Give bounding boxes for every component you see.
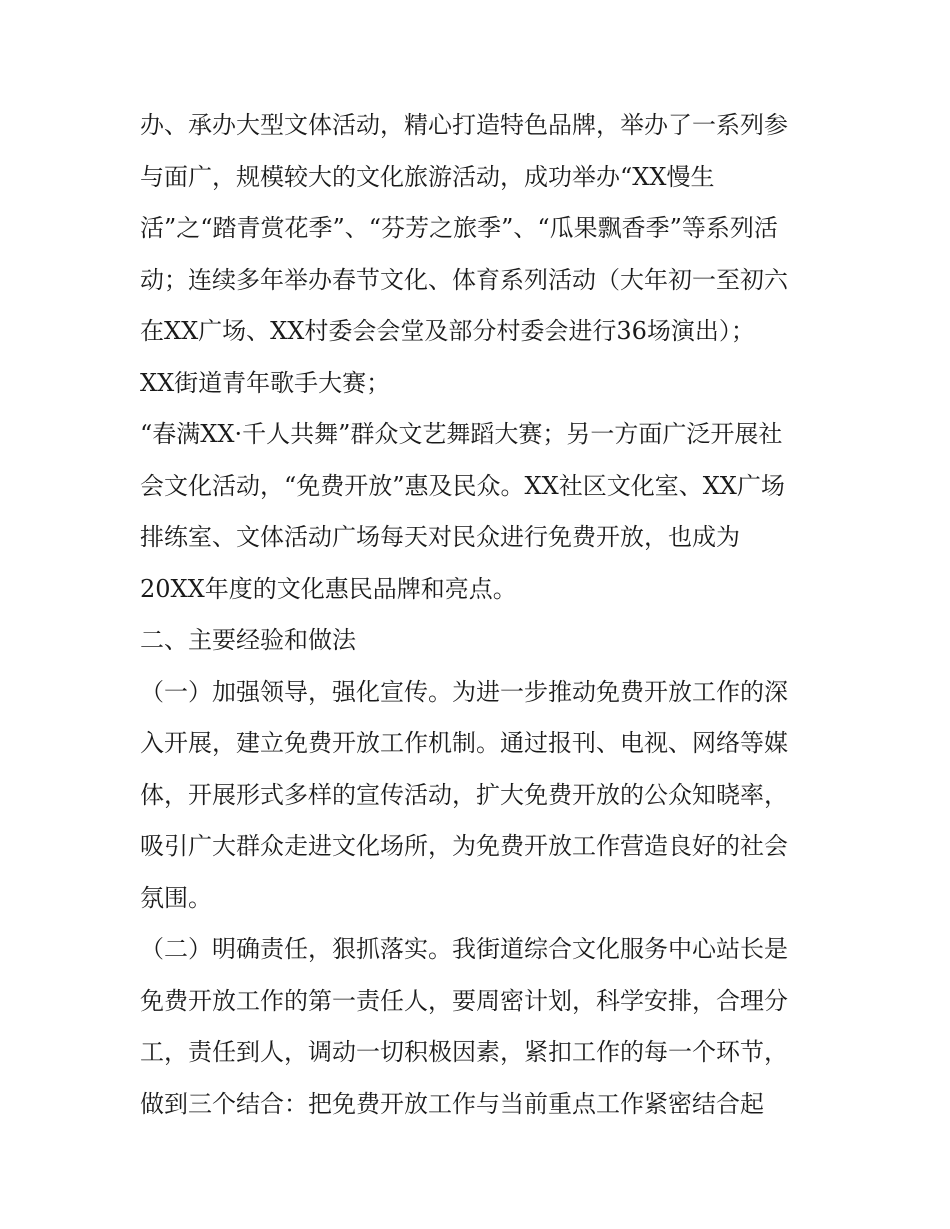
text-line: 与面广，规模较大的文化旅游活动，成功举办“XX慢生 xyxy=(140,162,715,191)
text-line: XX街道青年歌手大赛； xyxy=(140,368,391,397)
text-line: 排练室、文体活动广场每天对民众进行免费开放，也成为 xyxy=(140,523,740,551)
text-line: 活”之“踏青赏花季”、“芬芳之旅季”、“瓜果飘香季”等系列活 xyxy=(140,214,778,242)
text-line: 办、承办大型文体活动，精心打造特色品牌，举办了一系列参 xyxy=(140,111,788,139)
text-line: 动；连续多年举办春节文化、体育系列活动（大年初一至初六 xyxy=(140,265,788,294)
body-text xyxy=(140,100,830,1130)
text-line: 体，开展形式多样的宣传活动，扩大免费开放的公众知晓率， xyxy=(140,780,788,809)
text-line: 入开展，建立免费开放工作机制。通过报刊、电视、网络等媒 xyxy=(140,729,788,757)
text-line: 氛围。 xyxy=(140,883,212,912)
text-line: 20XX年度的文化惠民品牌和亮点。 xyxy=(140,574,517,603)
text-line: 吸引广大群众走进文化场所，为免费开放工作营造良好的社会 xyxy=(140,832,788,860)
text-line: 在XX广场、XX村委会会堂及部分村委会进行36场演出）； xyxy=(140,317,755,345)
text-line: 做到三个结合：把免费开放工作与当前重点工作紧密结合起 xyxy=(140,1089,764,1118)
text-line: （一）加强领导，强化宣传。为进一步推动免费开放工作的深 xyxy=(140,677,788,706)
text-line: 免费开放工作的第一责任人，要周密计划，科学安排，合理分 xyxy=(140,986,788,1015)
text-line: 会文化活动，“免费开放”惠及民众。XX社区文化室、XX广场 xyxy=(140,471,785,500)
text-line: “春满XX·千人共舞”群众文艺舞蹈大赛；另一方面广泛开展社 xyxy=(140,420,783,448)
text-line: （二）明确责任，狠抓落实。我街道综合文化服务中心站长是 xyxy=(140,935,788,963)
text-line: 工，责任到人，调动一切积极因素，紧扣工作的每一个环节， xyxy=(140,1038,788,1066)
section-heading: 二、主要经验和做法 xyxy=(140,626,356,654)
